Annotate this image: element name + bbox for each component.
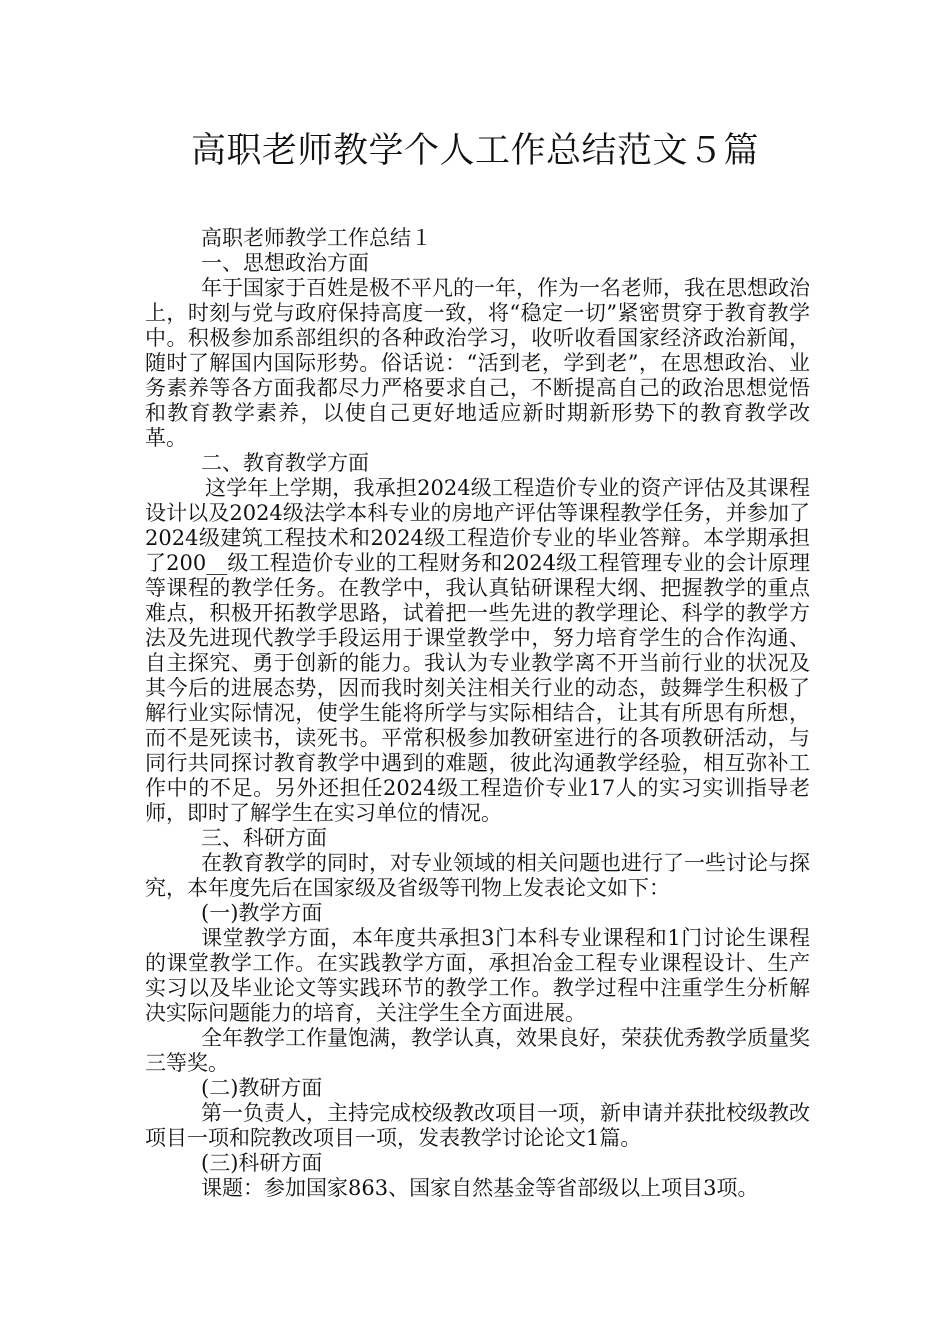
body-paragraph: 年于国家于百姓是极不平凡的一年，作为一名老师，我在思想政治上，时刻与党与政府保持高度一致，将“稳定一切”紧密贯穿于教育教学中。积极参加系部组织的各种政治学习，收听收看国家经济政治新闻，随时了解国内国际形势。俗话说：“活到老，学到老”，在思想政治、业务素养等各方面我都尽力严格要求自己，不断提高自己的政治思想觉悟和教育教学素养，以使自己更好地适应新时期新形势下的教育教学改革。	[145, 276, 810, 450]
body-paragraph: 课堂教学方面，本年度共承担3门本科专业课程和1门讨论生课程的课堂教学工作。在实践教学方面，承担冶金工程专业课程设计、生产实习以及毕业论文等实践环节的教学工作。教学过程中注重学生分析解决实际问题能力的培育，关注学生全方面进展。	[145, 926, 810, 1025]
subsection-heading: (三)科研方面	[201, 1151, 323, 1175]
body-paragraph: 课题：参加国家863、国家自然基金等省部级以上项目3项。	[201, 1176, 759, 1200]
section-heading: 一、思想政治方面	[201, 251, 369, 275]
document-title: 高职老师教学个人工作总结范文５篇	[190, 131, 759, 171]
section-heading: 三、科研方面	[201, 826, 327, 850]
document-body	[145, 226, 810, 1201]
section-heading: 二、教育教学方面	[201, 451, 369, 475]
subsection-heading: (一)教学方面	[201, 901, 323, 925]
body-paragraph: 这学年上学期，我承担2024级工程造价专业的资产评估及其课程设计以及2024级法学本科专业的房地产评估等课程教学任务，并参加了2024级建筑工程技术和2024级工程造价专业的毕业答辩。本学期承担了200__级工程造价专业的工程财务和2024级工程管理专业的会计原理等课程的教学任务。在教学中，我认真钻研课程大纲、把握教学的重点难点，积极开拓教学思路，试着把一些先进的教学理论、科学的教学方法及先进现代教学手段运用于课堂教学中，努力培育学生的合作沟通、自主探究、勇于创新的能力。我认为专业教学离不开当前行业的状况及其今后的进展态势，因而我时刻关注相关行业的动态，鼓舞学生积极了解行业实际情况，使学生能将所学与实际相结合，让其有所思有所想，而不是死读书，读死书。平常积极参加教研室进行的各项教研活动，与同行共同探讨教育教学中遇到的难题，彼此沟通教学经验，相互弥补工作中的不足。另外还担任2024级工程造价专业17人的实习实训指导老师，即时了解学生在实习单位的情况。	[145, 476, 810, 825]
subsection-heading: (二)教研方面	[201, 1076, 323, 1100]
body-paragraph: 全年教学工作量饱满，教学认真，效果良好，荣获优秀教学质量奖三等奖。	[145, 1026, 810, 1075]
section-heading: 高职老师教学工作总结１	[201, 226, 432, 250]
body-paragraph: 在教育教学的同时，对专业领域的相关问题也进行了一些讨论与探究，本年度先后在国家级及省级等刊物上发表论文如下：	[145, 851, 810, 900]
body-paragraph: 第一负责人，主持完成校级教改项目一项，新申请并获批校级教改项目一项和院教改项目一项，发表教学讨论论文1篇。	[145, 1101, 810, 1150]
